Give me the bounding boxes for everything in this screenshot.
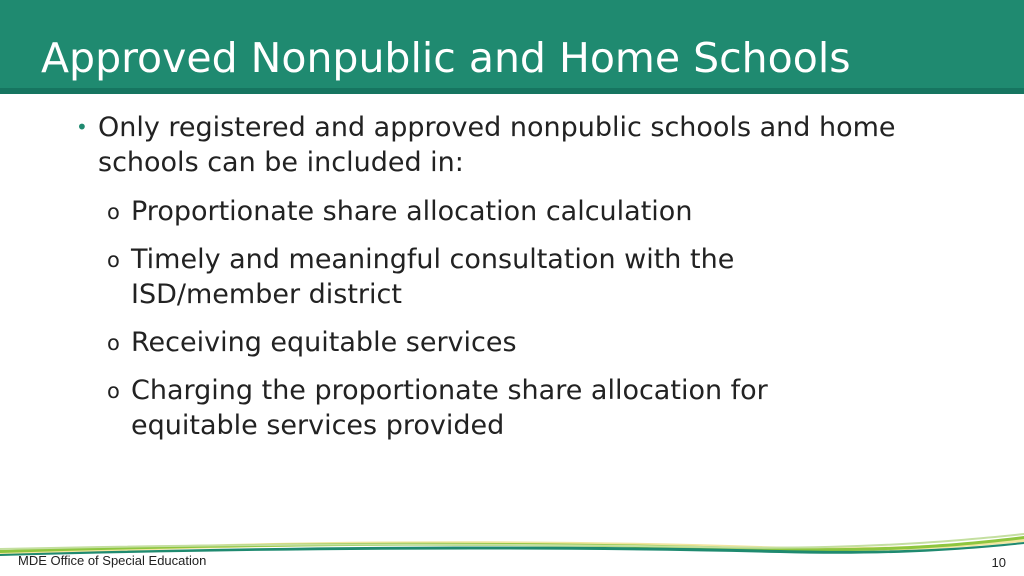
bullet-text: Only registered and approved nonpublic schools and home schools can be included in: — [98, 112, 896, 178]
sub-bullet-item — [107, 194, 891, 229]
sub-bullet-marker: o — [107, 248, 120, 272]
bullet-item — [76, 110, 918, 180]
sub-bullet-marker: o — [107, 200, 120, 224]
slide-content — [0, 110, 1024, 456]
sub-bullet-marker: o — [107, 379, 120, 403]
title-bar — [0, 0, 1024, 94]
sub-bullet-item — [107, 373, 891, 443]
page-number: 10 — [991, 555, 1006, 570]
sub-bullet-text: Timely and meaningful consultation with the ISD/member district — [131, 244, 735, 310]
bullet-marker: • — [76, 115, 88, 139]
sub-bullet-text: Proportionate share allocation calculation — [131, 196, 693, 227]
title-bar-shade — [0, 88, 1024, 94]
slide-title: Approved Nonpublic and Home Schools — [41, 34, 851, 82]
footer-org: MDE Office of Special Education — [18, 553, 207, 568]
sub-bullet-item — [107, 242, 891, 312]
sub-bullet-marker: o — [107, 331, 120, 355]
sub-bullet-text: Receiving equitable services — [131, 327, 517, 358]
sub-bullet-text: Charging the proportionate share allocation for equitable services provided — [131, 375, 768, 441]
sub-bullet-list — [0, 194, 1024, 443]
sub-bullet-item — [107, 325, 891, 360]
